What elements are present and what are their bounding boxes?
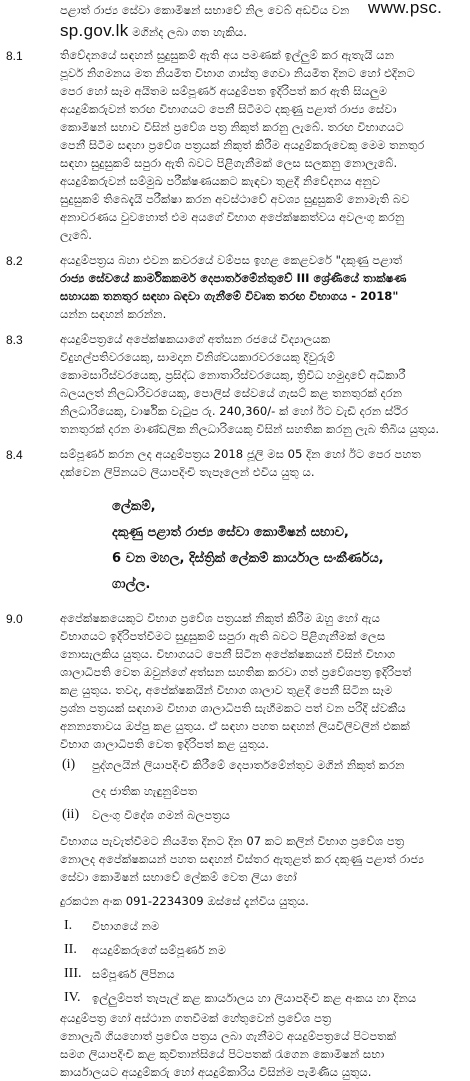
section-number-9-0: 9.0 (6, 612, 23, 626)
s82-line: රාජ්‍ය සේවයේ කාර්මිකකර්ම දෙපාර්තමේන්තුවේ III ශ්‍රේණියේ තාක්ෂණ (60, 271, 407, 285)
doc-item-label: (ii) (62, 807, 80, 822)
intro-text (60, 0, 443, 19)
intro-text-2 (60, 22, 247, 41)
s90-line: ශාලාධිපති වෙත ඔවුන්ගේ අත්සන සහතික කරවා ගත් ප්‍රවේශපත්‍ර ඉදිරිපත් (60, 665, 412, 679)
s81-line: ලැබේ. (60, 228, 92, 242)
s81-line: අනාවරණය වුවහොත් එම අයගේ විභාග අපේක්ෂකත්වය අවලංගු කරනු (60, 210, 405, 224)
s90-para3-line: නොලැබී ගියහොත් ප්‍රවේශ පත්‍රය ලබා ගැනීමට අයදුම්පත්‍රයේ පිටපතක් (60, 1029, 397, 1043)
detail-label: IV. (64, 990, 81, 1005)
s81-line: සඳහා සුදුසුකම් සපුරා ඇති බවට පිළිගැනීමක් ලෙස සලකනු නොලැබේ. (60, 156, 398, 170)
s90-para3-line: කාර්යාලයට අයදුම්කරු හෝ අයදුම්කාරිය විසින්ම පැමිණිය යුතුය. (60, 1065, 372, 1079)
address-line: ගාල්ල. (112, 577, 151, 592)
s81-line: පෙර හෝ සෑම අයිතම සම්පූර්ණ අයදුම්පත ඉදිරිපත් කර ඇති සියලුම (60, 84, 388, 98)
s81-line: අයදුම්කරුවන් තරඟ විභාගයට පෙනී සිටීමට දකුණු පළාත් රාජ්‍ය සේවා (60, 102, 397, 116)
s90-line: ප්‍රශ්න පත්‍රයක් සඳහාම විභාග ශාලාධිපති සැහීමකට පත් වන පරිදි ස්වකීය (60, 701, 406, 715)
address-line: දකුණු පළාත් රාජ්‍ය සේවා කොමිෂන් සභාව, (112, 525, 349, 540)
section-number-8-1: 8.1 (6, 49, 23, 63)
s82-line: යන්න සඳහන් කරන්න. (60, 307, 167, 321)
doc-item-text: වලංගු විදේශ ගමන් බලපත්‍රය (92, 808, 230, 822)
doc-item-label: (i) (62, 757, 76, 772)
address-line: 6 වන මහල, දිස්ත්‍රික් ලේකම් කාර්යාල සංකීර්ණය, (112, 551, 384, 566)
s90-line: අපේක්ෂකයෙකුට විභාග ප්‍රවේශ පත්‍රයක් නිකුත් කිරීම ඔහු හෝ ඇය (60, 611, 380, 625)
s83-line: බලයලත් නිලධාරිවරයෙකු, පොලිස් සේවයේ ගැසට් කළ තනතුරක් දරන (60, 386, 403, 400)
s83-line: අයදුම්පත්‍රයේ අපේක්ෂකයාගේ අත්සන රජයේ විද්‍යාලයක (60, 332, 331, 346)
s81-line: සුදුසුකම් තිබෙදැයි පරීක්ෂා කරන අවස්ථාවේ අවශ්‍ය සුදුසුකම් නොමැති බව (60, 192, 410, 206)
detail-text: සම්පූර්ණ ලිපිනය (92, 967, 175, 981)
detail-text: ඉල්ලුම්පත් තැපැල් කළ කාර්යාලය හා ලියාපදිංචි කළ අංකය හා දිනය (92, 991, 417, 1005)
s83-line: නිලධාරියෙකු, වාර්ෂික වැටුප රු. 240,360/- ක් හෝ ඊට වැඩි දරන ස්ථිර (60, 404, 409, 418)
s83-line: කොමසාරිස්වරයෙකු, ප්‍රසිද්ධ නොතාරිස්වරයෙකු, ත්‍රිවිධ හමුදාවේ අධිකාරී (60, 368, 406, 382)
s90-line: අනන්‍යතාවය ඔප්පු කළ යුතුය. ඒ සඳහා පහත සඳහන් ලියවිලිවලින් එකක් (60, 719, 410, 733)
address-line: ලේකම්, (112, 499, 156, 514)
s81-line: කොමිෂන් සභාව විසින් ප්‍රවේශ පත්‍ර නිකුත් කරනු ලැබේ. තරඟ විභාගයට (60, 120, 404, 134)
doc-item-text: පුද්ගලයින් ලියාපදිංචි කිරීමේ දෙපාර්තමේන්තුව මගින් නිකුත් කරන (92, 758, 405, 772)
s90-para2-line: විභාගය පැවැත්වීමට නියමිත දිනට දින 07 කට කලින් විභාග ප්‍රවේශ පත්‍ර (60, 834, 405, 848)
s82-line: අයදුම්පත්‍රය බහා එවන කවරයේ වම්පස ඉහළ කෙළවරේ "දකුණු පළාත් (60, 253, 403, 267)
s83-line: තනතුරක් දරන මාණ්ඩලික නිලධාරියෙකු විසින් සහතික කරනු ලැබ තිබිය යුතුය. (60, 422, 440, 436)
intro-line-2: මගින්ද ලබා ගත හැකිය. (132, 25, 247, 39)
s83-line: විදුහල්පතිවරයෙකු, සාමදාන විනිශ්චයකාරවරයෙකු දිවුරුම් (60, 350, 335, 364)
website-url-part-1[interactable]: www.psc. (368, 0, 443, 17)
detail-text: අයදුම්කරුගේ සම්පූර්ණ නම (92, 943, 226, 957)
website-url-part-2[interactable]: sp.gov.lk (60, 21, 129, 40)
s82-line: සහායක තනතුර සඳහා බඳවා ගැනීමේ විවෘත තරඟ විභාගය - 2018" (60, 289, 399, 303)
s90-line: විභාග ශාලාධිපති වෙත ඉදිරිපත් කළ යුතුය. (60, 737, 269, 751)
detail-label: I. (64, 918, 73, 933)
s90-line: කළ යුතුය. තවද, අපේක්ෂකයින් විභාග ශාලාව තුළදී පෙනී සිටින සෑම (60, 683, 393, 697)
s90-phone-line: දුරකථන අංක 091-2234309 ඔස්සේ දැන්විය යුතුය. (60, 894, 309, 908)
s84-line: සම්පූර්ණ කරන ලද අයදුම්පත්‍රය 2018 ජූලි මස 05 දින හෝ ඊට පෙර පහත (60, 447, 421, 461)
s90-line: විභාගයට ඉදිරිපත්වීමට සුදුසුකම් සපුරා ඇති බවට පිළිගැනීමක් ලෙස (60, 629, 386, 643)
s81-line: අයදුම්කරුවන් සම්මුඛ පරීක්ෂණයකට කැඳවා තුළදී නිවේදනය අනුව (60, 174, 381, 188)
section-number-8-3: 8.3 (6, 333, 23, 347)
s90-para3-line: අයදුම්පත්‍ර හෝ අස්ථාන ගතවීමක් හේතුවෙන් ප්‍රවේශ පත්‍ර (60, 1011, 332, 1025)
s81-line: පෙනී සිටීම සඳහා ප්‍රවේශ පත්‍රයක් නිකුත් කිරීම අයදුම්කරුවෙකු මෙම තනතුර (60, 138, 425, 152)
intro-line-1: පළාත් රාජ්‍ය සේවා කොමිෂන් සභාවේ නිල වෙබ් අඩවිය වන (60, 3, 350, 17)
section-number-8-2: 8.2 (6, 254, 23, 268)
s81-line: තිවේදනයේ සඳහන් සුදුසුකම් ඇති අය පමණක් ඉල්ලුම් කර ඇතැයි යන (60, 48, 395, 62)
detail-label: III. (64, 966, 82, 981)
section-number-8-4: 8.4 (6, 448, 23, 462)
s84-line: දක්වෙන ලිපිනයට ලියාපදිංචි තැපෑලෙන් එවිය යුතු ය. (60, 465, 315, 479)
detail-label: II. (64, 942, 77, 957)
s90-para2-line: සේවා කොමිෂන් සභාවේ ලේකම් වෙත ලියා හෝ (60, 870, 297, 884)
s90-para2-line: නොලද අපේක්ෂකයන් පහත සඳහන් විස්තර ඇතුළත් කර දකුණු පළාත් රාජ්‍ය (60, 852, 424, 866)
s90-line: නොසැලකිය යුතුය. විභාගයට පෙනී සිටින අපේක්ෂකයන් විසින් විභාග (60, 647, 396, 661)
s81-line: පූර්ව නිගමනය මත නියමිත විභාග ගාස්තු ගෙවා නියමිත දිනට හෝ එදිනට (60, 66, 415, 80)
doc-item-text: ලද ජාතික හැඳුනුම්පත (92, 784, 198, 798)
s90-para3-line: සමග ලියාපදිංචි කළ කුවිතාන්සියේ පිටපතක් රැගෙන කොමිෂන් සභා (60, 1047, 385, 1061)
detail-text: විභාගයේ නම (92, 919, 160, 933)
